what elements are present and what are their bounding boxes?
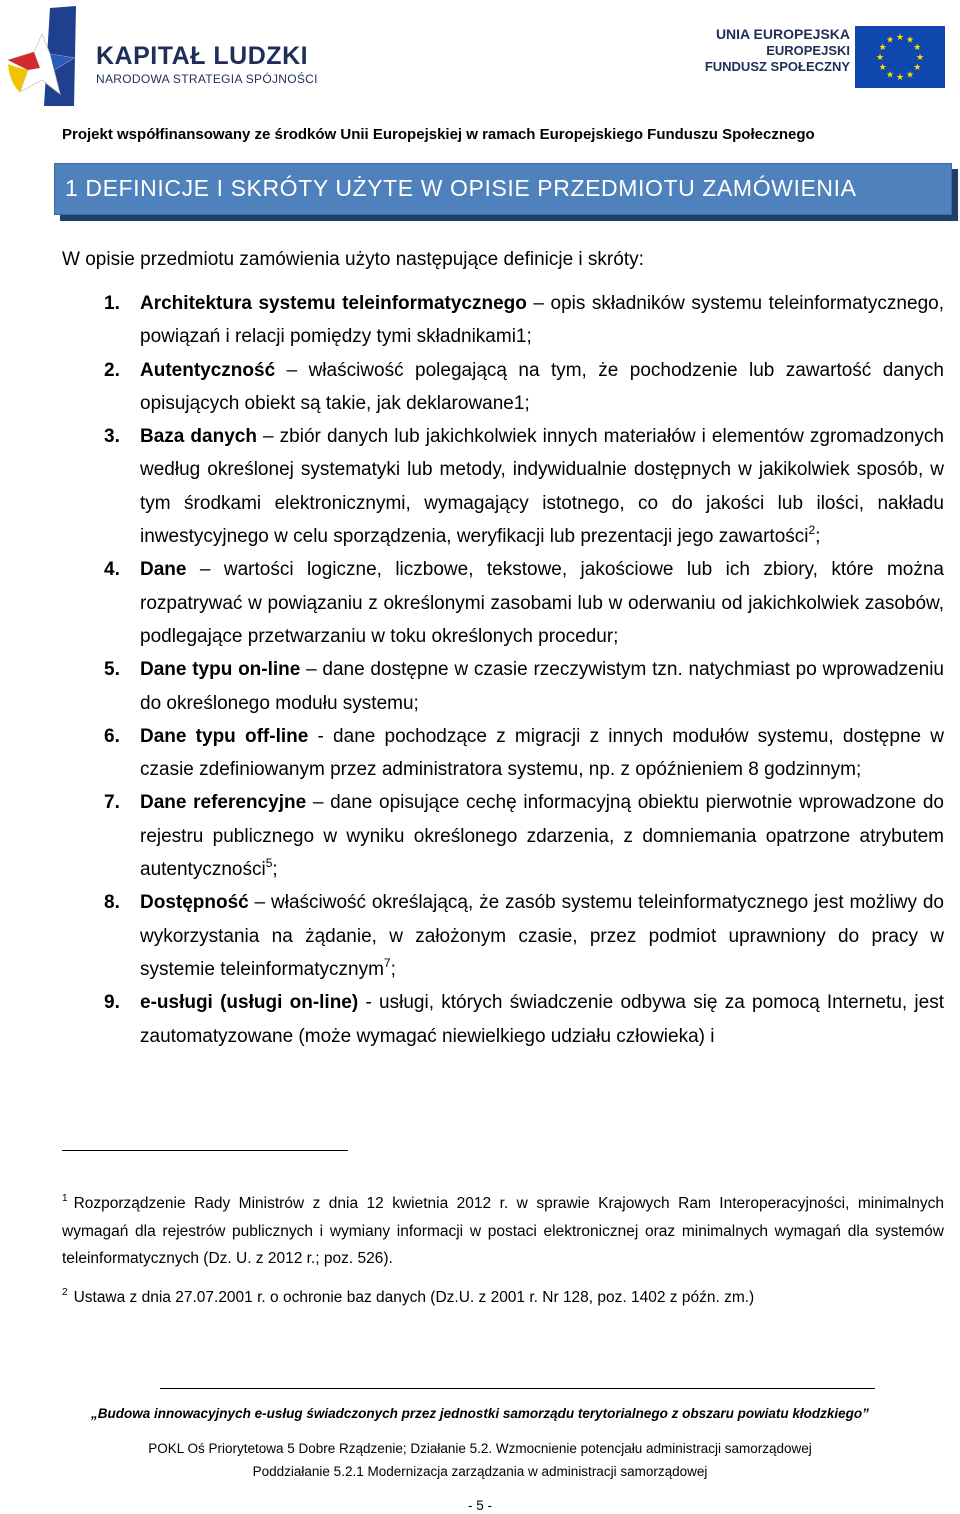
definition-number: 6. — [104, 725, 120, 747]
eu-logo-line2: EUROPEJSKI — [766, 43, 850, 58]
definition-end: ; — [815, 526, 821, 548]
definition-end: ; — [390, 958, 396, 980]
svg-text:★: ★ — [885, 70, 895, 81]
svg-text:★: ★ — [905, 35, 915, 46]
kapital-ludzki-logo — [4, 4, 324, 106]
definition-term: Dostępność — [140, 892, 249, 914]
definition-number: 3. — [104, 426, 120, 448]
footnote-separator — [62, 1150, 348, 1151]
kapital-ludzki-star-icon — [4, 4, 78, 106]
definition-end: ; — [272, 859, 278, 881]
definition-item — [104, 354, 944, 421]
svg-text:★: ★ — [895, 33, 905, 43]
svg-text:★: ★ — [885, 35, 895, 46]
svg-text:★: ★ — [875, 53, 885, 63]
definition-item — [104, 420, 944, 553]
definitions-list — [104, 287, 944, 1053]
logo-title: KAPITAŁ LUDZKI — [96, 42, 309, 70]
svg-text:★: ★ — [878, 63, 887, 73]
definition-number: 8. — [104, 892, 120, 914]
svg-text:★: ★ — [878, 43, 887, 53]
footnote-ref: 5 — [265, 856, 273, 871]
section-heading — [54, 163, 952, 215]
definition-number: 2. — [104, 359, 120, 381]
svg-text:★: ★ — [895, 73, 905, 83]
definition-text: - usługi, których świadczenie odbywa się za pomocą Internetu, jest zautomatyzowane (może wymagać niewielkiego udziału człowieka) i — [140, 992, 945, 1047]
definition-term: Architektura systemu teleinformatycznego — [140, 293, 527, 314]
definition-term: Dane — [140, 559, 187, 581]
definition-text: – właściwość polegającą na tym, że pochodzenie lub zawartość danych opisujących obiekt są takie, jak deklarowane1; — [140, 359, 944, 414]
definition-number: 4. — [104, 559, 120, 581]
definition-item — [104, 653, 944, 720]
section-heading-text: 1 DEFINICJE I SKRÓTY UŻYTE W OPISIE PRZEDMIOTU ZAMÓWIENIA — [65, 175, 857, 201]
logo-subtitle: NARODOWA STRATEGIA SPÓJNOŚCI — [96, 72, 318, 86]
definition-text: – wartości logiczne, liczbowe, tekstowe, jakościowe lub ich zbiory, które można rozpatrywać w powiązaniu z określonymi zasobami lub w oderwaniu od jakichkolwiek zasobów, podlegające przetwarzaniu w toku określonych procedur; — [140, 559, 944, 647]
eu-logo-text — [700, 26, 850, 75]
definition-text: – zbiór danych lub jakichkolwiek innych materiałów i elementów zgromadzonych według określonej systematyki lub metody, indywidualnie dostępnych w jakikolwiek sposób, w tym środkami elektronicznymi, wymagający istotnego, co do jakości lub ilości, nakładu inwestycyjnego w celu sporządzenia, weryfikacji lub prezentacji jego zawartości — [140, 426, 944, 548]
definition-number: 7. — [104, 792, 120, 814]
footer-separator — [160, 1388, 875, 1389]
definition-term: Dane typu on-line — [140, 659, 301, 681]
definition-number: 1. — [104, 293, 120, 314]
eu-logo-line1: UNIA EUROPEJSKA — [715, 26, 850, 42]
eu-flag-icon — [855, 26, 945, 88]
definition-text: – dane dostępne w czasie rzeczywistym tzn. natychmiast po wprowadzeniu do określonego modułu systemu; — [140, 659, 944, 714]
svg-text:★: ★ — [913, 63, 922, 73]
svg-text:★: ★ — [905, 70, 915, 81]
footer-program-line: POKL Oś Priorytetowa 5 Dobre Rządzenie; Działanie 5.2. Wzmocnienie potencjału administracji samorządowej — [148, 1441, 812, 1456]
definition-number: 9. — [104, 992, 120, 1014]
definition-item — [104, 720, 944, 787]
eu-logo — [700, 26, 952, 90]
footnote — [62, 1284, 944, 1312]
definition-text: – właściwość określającą, że zasób systemu teleinformatycznego jest możliwy do wykorzystania na żądanie, w założonym czasie, przez podmiot uprawniony do pracy w systemie teleinformatycznym — [140, 892, 944, 980]
footnote-text: Ustawa z dnia 27.07.2001 r. o ochronie baz danych (Dz.U. z 2001 r. Nr 128, poz. 1402 z późn. zm.) — [73, 1289, 755, 1306]
definition-term: Dane referencyjne — [140, 792, 307, 814]
definition-item — [104, 886, 944, 986]
definition-term: e-usługi (usługi on-line) — [140, 992, 359, 1014]
project-cofinancing-line: Projekt współfinansowany ze środków Unii Europejskiej w ramach Europejskiego Funduszu Społecznego — [62, 126, 815, 143]
svg-text:★: ★ — [915, 53, 925, 63]
definition-term: Autentyczność — [140, 359, 276, 381]
footnote-text: Rozporządzenie Rady Ministrów z dnia 12 kwietnia 2012 r. w sprawie Krajowych Ram Interoperacyjności, minimalnych wymagań dla rejestrów publicznych i wymiany informacji w postaci elektronicznej oraz minimalnych wymagań dla systemów teleinformatycznych (Dz. U. z 2012 r.; poz. 526). — [62, 1195, 944, 1268]
definition-item — [104, 786, 944, 886]
definition-text: – dane opisujące cechę informacyjną obiektu pierwotnie wprowadzone do rejestru publicznego w wyniku określonego zdarzenia, z domniemania opatrzone atrybutem autentyczności — [140, 792, 945, 881]
footer-project-title: „Budowa innowacyjnych e-usług świadczonych przez jednostki samorządu terytorialnego z obszaru powiatu kłodzkiego” — [91, 1406, 869, 1421]
definition-number: 5. — [104, 659, 120, 681]
definition-item — [104, 986, 944, 1053]
definition-term: Dane typu off-line — [140, 725, 309, 747]
footer-subaction-line: Poddziałanie 5.2.1 Modernizacja zarządzania w administracji samorządowej — [252, 1464, 708, 1479]
intro-paragraph: W opisie przedmiotu zamówienia użyto następujące definicje i skróty: — [62, 249, 644, 270]
footnote-ref: 7 — [383, 955, 391, 970]
svg-text:★: ★ — [913, 43, 922, 53]
footnote — [62, 1190, 944, 1273]
definition-item — [104, 553, 944, 653]
footnote-ref: 2 — [808, 523, 816, 538]
definition-item — [104, 287, 944, 354]
page-number: - 5 - — [467, 1498, 492, 1513]
footnote-mark: 1 — [62, 1193, 68, 1204]
footnote-mark: 2 — [62, 1287, 68, 1298]
definition-term: Baza danych — [140, 426, 257, 448]
eu-logo-line3: FUNDUSZ SPOŁECZNY — [704, 59, 850, 74]
definition-text: - dane pochodzące z migracji z innych modułów systemu, dostępne w czasie zdefiniowanym przez administratora systemu, np. z opóźnieniem 8 godzinnym; — [140, 725, 944, 781]
definition-text: – opis składników systemu teleinformatycznego, powiązań i relacji pomiędzy tymi składnikami1; — [140, 293, 944, 348]
